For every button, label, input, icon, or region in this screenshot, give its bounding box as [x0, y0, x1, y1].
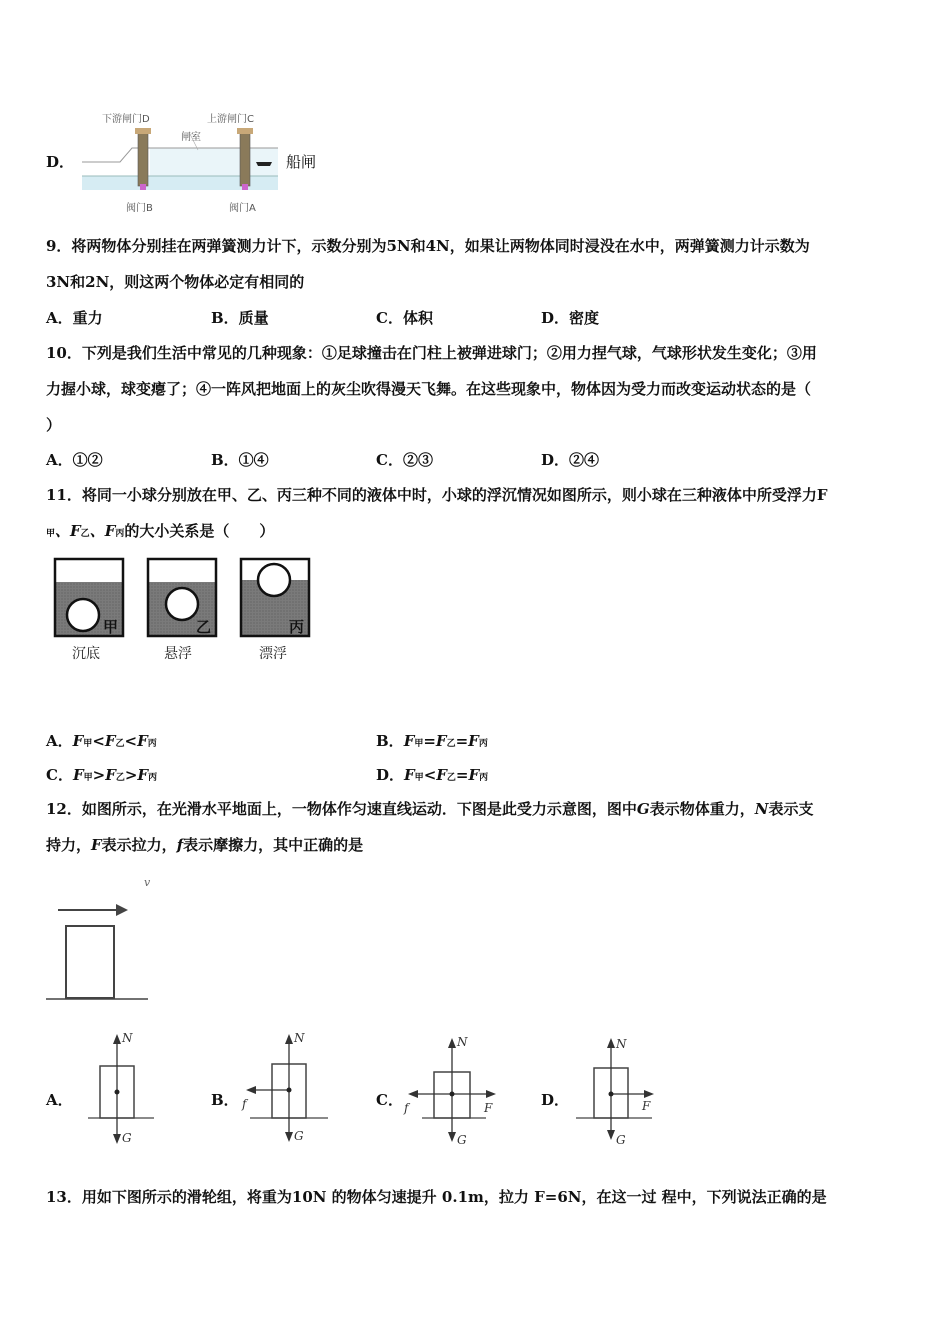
force-a-g-label: G	[122, 1131, 132, 1145]
force-a-n-label: N	[122, 1031, 133, 1045]
q11-sub-jia: 甲	[46, 529, 56, 539]
q12-option-b: B．	[211, 1091, 239, 1109]
q8-option-d-text: 船闸	[286, 153, 317, 171]
beaker-1-caption: 沉底	[72, 646, 100, 662]
q10-option-a: A．①②	[46, 451, 103, 469]
force-b-n-label: N	[294, 1031, 305, 1045]
q11-option-d: D．F甲<F乙=F丙	[376, 766, 489, 784]
force-b-g-label: G	[294, 1129, 304, 1143]
force-c-f-label: f	[404, 1101, 409, 1115]
force-diagram-d	[574, 1026, 674, 1150]
q9-option-b: B．质量	[211, 309, 269, 327]
q11-stem-line2	[46, 521, 274, 544]
q11-sub-yi: 乙	[80, 529, 90, 539]
force-d-n-label: N	[616, 1037, 627, 1051]
q11-option-c: C．F甲>F乙>F丙	[46, 766, 158, 784]
beaker-2-caption: 悬浮	[164, 646, 192, 662]
valve-a-label: 阀门A	[229, 203, 256, 214]
q12-stem-line1: 12．如图所示，在光滑水平地面上，一物体作匀速直线运动．下图是此受力示意图，图中G表示物体重力，N表示支	[46, 800, 814, 818]
q11-f3: 、F	[89, 522, 116, 540]
upstream-gate-label: 上游闸门C	[207, 114, 254, 125]
q11-stem-line1: 11．将同一小球分别放在甲、乙、丙三种不同的液体中时，小球的浮沉情况如图所示，则小球在三种液体中所受浮力F	[46, 486, 828, 504]
q11-sub-bing: 丙	[115, 529, 125, 539]
q11-option-b: B．F甲=F乙=F丙	[376, 732, 488, 750]
q11-option-a: A．F甲<F乙<F丙	[46, 732, 157, 750]
q10-stem-line2: 力握小球，球变瘪了；④一阵风把地面上的灰尘吹得漫天飞舞。在这些现象中，物体因为受力而改变运动状态的是（	[46, 380, 812, 398]
beaker-2-tag: 乙	[196, 618, 212, 636]
velocity-label: v	[144, 876, 151, 889]
q11-f2: 、F	[55, 522, 81, 540]
q10-option-c: C．②③	[376, 451, 433, 469]
q11-stem-end: 的大小关系是（ ）	[124, 522, 275, 540]
force-b-f-label: f	[242, 1097, 247, 1111]
chamber-label: 闸室	[181, 132, 201, 143]
beaker-3-caption: 漂浮	[259, 646, 287, 662]
q10-option-d: D．②④	[541, 451, 600, 469]
beakers-figure	[52, 556, 314, 640]
q8-option-d-label: D．	[46, 153, 75, 171]
q9-option-d: D．密度	[541, 309, 600, 327]
force-c-g-label: G	[457, 1133, 467, 1147]
force-diagram-a	[88, 1026, 168, 1150]
force-d-bigf-label: F	[642, 1099, 651, 1113]
q9-option-a: A．重力	[46, 309, 103, 327]
q9-option-c: C．体积	[376, 309, 433, 327]
q12-option-c: C．	[376, 1091, 403, 1109]
q9-stem-line2: 3N和2N，则这两个物体必定有相同的	[46, 273, 305, 291]
force-d-g-label: G	[616, 1133, 626, 1147]
q13-stem-line1: 13．用如下图所示的滑轮组，将重为10N 的物体匀速提升 0.1m，拉力 F=6N，在这一过 程中，下列说法正确的是	[46, 1188, 827, 1206]
force-diagram-c	[400, 1026, 510, 1150]
force-c-bigf-label: F	[484, 1101, 493, 1115]
q12-option-a: A．	[46, 1091, 73, 1109]
q12-stem-line2: 持力，F表示拉力，f表示摩擦力，其中正确的是	[46, 836, 364, 854]
force-c-n-label: N	[457, 1035, 468, 1049]
beaker-1-tag: 甲	[103, 618, 119, 636]
q10-stem-line3: ）	[46, 416, 62, 434]
q12-option-d: D．	[541, 1091, 570, 1109]
motion-figure	[44, 876, 164, 1006]
beaker-3-tag: 丙	[289, 618, 305, 636]
q10-option-b: B．①④	[211, 451, 269, 469]
valve-b-label: 阀门B	[126, 203, 153, 214]
force-diagram-b	[236, 1026, 336, 1150]
q9-stem-line1: 9．将两物体分别挂在两弹簧测力计下，示数分别为5N和4N，如果让两物体同时浸没在水中，两弹簧测力计示数为	[46, 237, 810, 255]
q10-stem-line1: 10．下列是我们生活中常见的几种现象：①足球撞击在门柱上被弹进球门；②用力捏气球，气球形状发生变化；③用	[46, 344, 817, 362]
downstream-gate-label: 下游闸门D	[102, 114, 150, 125]
